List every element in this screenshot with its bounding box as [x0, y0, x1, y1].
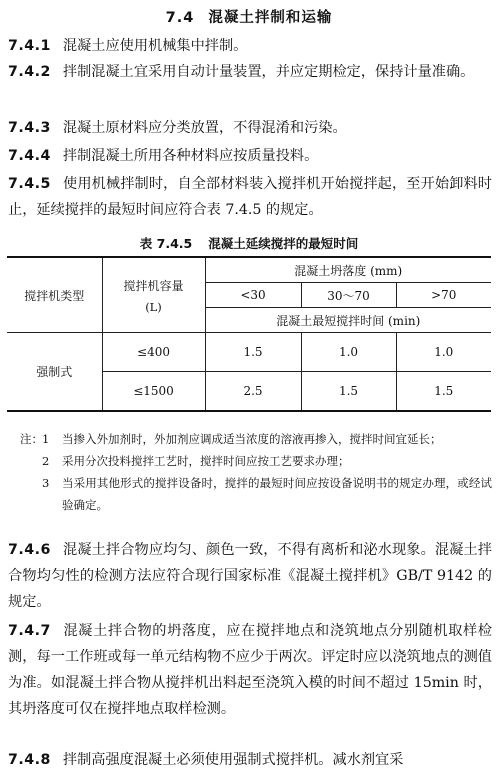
- header-slump-col: >70: [396, 283, 491, 308]
- header-capacity: [102, 257, 205, 333]
- section-heading: 混凝土拌制和运输: [208, 10, 333, 26]
- clause-7-4-7: [8, 618, 492, 722]
- note-text: 采用分次投料搅拌工艺时，搅拌时间应按工艺要求办理；: [62, 454, 350, 468]
- note-number: 3: [42, 476, 50, 490]
- cell-value: 1.0: [301, 333, 396, 372]
- clause-number: 7.4.1: [8, 38, 51, 54]
- cell-capacity: ≤400: [102, 333, 205, 372]
- header-capacity-unit: (L): [145, 299, 162, 314]
- clause-number: 7.4.6: [8, 542, 51, 558]
- table-row: [7, 333, 491, 372]
- cell-value: 1.0: [396, 333, 491, 372]
- clause-text: 使用机械拌制时，自全部材料装入搅拌机开始搅拌起，至开始卸料时止，延续搅拌的最短时间应符合表 7.4.5 的规定。: [8, 176, 492, 218]
- clause-number: 7.4.7: [8, 623, 51, 639]
- clause-number: 7.4.5: [8, 176, 51, 192]
- cell-group: 强制式: [7, 333, 102, 412]
- clause-number: 7.4.3: [8, 120, 51, 136]
- section-number: 7.4: [165, 10, 195, 26]
- note-item: [20, 450, 492, 472]
- table-notes: [20, 428, 492, 516]
- clause-7-4-5: [8, 171, 492, 223]
- clause-text: 混凝土拌合物应均匀、颜色一致，不得有离析和泌水现象。混凝土拌合物均匀性的检测方法应符合现行国家标准《混凝土搅拌机》GB/T 9142 的规定。: [8, 542, 492, 610]
- table-number: 表 7.4.5: [139, 236, 193, 251]
- header-slump: 混凝土坍落度 (mm): [205, 257, 491, 283]
- clause-text: 拌制混凝土宜采用自动计量装置，并应定期检定，保持计量准确。: [62, 64, 475, 80]
- clause-text: 拌制混凝土所用各种材料应按质量投料。: [62, 148, 319, 164]
- cell-capacity: ≤1500: [102, 372, 205, 412]
- clause-text: 混凝土原材料应分类放置，不得混淆和污染。: [62, 120, 347, 136]
- clause-text: 混凝土拌合物的坍落度，应在搅拌地点和浇筑地点分别随机取样检测，每一工作班或每一单元结构物不应少于两次。评定时应以浇筑地点的测值为准。如混凝土拌合物从搅拌机出料起至浇筑入模的时间不超过 15min 时，其坍落度可仅在搅拌地点取样检测。: [8, 623, 492, 717]
- clause-number: 7.4.2: [8, 64, 51, 80]
- notes-label: 注：: [20, 432, 43, 446]
- note-number: 2: [42, 454, 50, 468]
- clause-7-4-1: [8, 33, 492, 59]
- cell-value: 2.5: [205, 372, 301, 412]
- header-slump-col: 30～70: [301, 283, 396, 308]
- clause-text: 拌制高强度混凝土必须使用强制式搅拌机。减水剂宜采: [62, 752, 404, 768]
- note-number: 1: [42, 432, 50, 446]
- table-title: 混凝土延续搅拌的最短时间: [208, 236, 359, 251]
- clause-7-4-3: [8, 115, 492, 141]
- note-text: 当采用其他形式的搅拌设备时，搅拌的最短时间应按设备说明书的规定办理，或经试验确定。: [62, 476, 492, 512]
- note-item: [20, 472, 492, 516]
- note-text: 当掺入外加剂时，外加剂应调成适当浓度的溶液再掺入，搅拌时间宜延长；: [62, 432, 442, 446]
- table-caption: [0, 234, 498, 252]
- header-capacity-label: 搅拌机容量: [123, 278, 184, 293]
- clause-7-4-2: [8, 59, 492, 85]
- clause-7-4-8: [8, 747, 492, 773]
- header-min-time: 混凝土最短搅拌时间 (min): [205, 308, 491, 333]
- note-item: [20, 428, 492, 450]
- cell-value: 1.5: [205, 333, 301, 372]
- clause-number: 7.4.8: [8, 752, 51, 768]
- cell-value: 1.5: [301, 372, 396, 412]
- header-slump-col: <30: [205, 283, 301, 308]
- clause-7-4-4: [8, 143, 492, 169]
- clause-text: 混凝土应使用机械集中拌制。: [62, 38, 248, 54]
- section-title: [0, 6, 498, 27]
- cell-value: 1.5: [396, 372, 491, 412]
- header-mixer-type: 搅拌机类型: [7, 257, 102, 333]
- clause-7-4-6: [8, 537, 492, 615]
- mixing-time-table: [7, 256, 491, 412]
- clause-number: 7.4.4: [8, 148, 51, 164]
